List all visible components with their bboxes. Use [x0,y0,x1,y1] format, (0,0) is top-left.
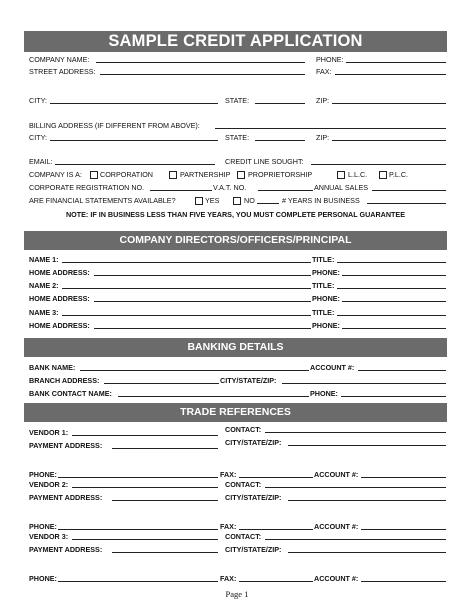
vendor1-city-state-zip-field[interactable] [288,445,446,446]
vendor1-account-field[interactable] [361,477,446,478]
bank-name-field[interactable] [80,370,309,371]
billing-state-label: STATE: [225,133,250,142]
vendor2-city-state-zip-label: CITY/STATE/ZIP: [225,493,282,502]
state-field[interactable] [255,103,305,104]
billing-address-field[interactable] [215,128,446,129]
vendor1-payment-label: PAYMENT ADDRESS: [29,441,103,450]
state-label: STATE: [225,96,250,105]
proprietorship-label: PROPRIETORSHIP [248,170,313,179]
vendor2-payment-label: PAYMENT ADDRESS: [29,493,103,502]
bank-city-state-zip-field[interactable] [282,383,446,384]
company-type-label: COMPANY IS A: [29,170,82,179]
vendor3-contact-label: CONTACT: [225,532,262,541]
phone-label: PHONE: [316,55,344,64]
vendor3-payment-field[interactable] [112,552,218,553]
vendor3-city-state-zip-label: CITY/STATE/ZIP: [225,545,282,554]
annual-sales-label: ANNUAL SALES [314,183,369,192]
vendor2-payment-field[interactable] [112,500,218,501]
company-name-label: COMPANY NAME: [29,55,90,64]
vendor1-contact-field[interactable] [265,432,446,433]
plc-label: P.L.C. [389,170,409,179]
vendor1-label: VENDOR 1: [29,428,69,437]
fax-label: FAX: [316,67,332,76]
home-address3-field[interactable] [94,328,311,329]
vendor2-contact-field[interactable] [265,487,446,488]
page-number: Page 1 [225,589,249,599]
name2-title-label: TITLE: [312,281,335,290]
branch-address-field[interactable] [104,383,219,384]
fax-field[interactable] [335,74,446,75]
vendor1-fax-field[interactable] [239,477,313,478]
branch-address-label: BRANCH ADDRESS: [29,376,100,385]
account-label: ACCOUNT #: [310,363,355,372]
name2-title-field[interactable] [337,288,446,289]
zip-label: ZIP: [316,96,330,105]
corporate-registration-field[interactable] [150,190,212,191]
credit-line-label: CREDIT LINE SOUGHT: [225,157,304,166]
partnership-label: PARTNERSHIP [180,170,231,179]
vendor3-payment-label: PAYMENT ADDRESS: [29,545,103,554]
guarantee-note: NOTE: IF IN BUSINESS LESS THAN FIVE YEARS, YOU MUST COMPLETE PERSONAL GUARANTEE [65,210,406,219]
llc-label: L.L.C. [348,170,368,179]
company-name-field[interactable] [96,62,305,63]
corporation-label: CORPORATION [100,170,153,179]
vendor3-phone-field[interactable] [58,581,218,582]
trade-heading: TRADE REFERENCES [24,403,447,422]
credit-line-field[interactable] [311,164,446,165]
vendor1-fax-label: FAX: [220,470,237,479]
financials-yes-checkbox[interactable] [195,197,203,205]
home-phone2-field[interactable] [342,301,446,302]
billing-zip-label: ZIP: [316,133,330,142]
vendor1-phone-label: PHONE: [29,470,57,479]
bank-contact-label: BANK CONTACT NAME: [29,389,112,398]
billing-city-field[interactable] [50,140,218,141]
email-label: EMAIL: [29,157,53,166]
account-field[interactable] [358,370,446,371]
city-field[interactable] [50,103,218,104]
vendor3-fax-field[interactable] [239,581,313,582]
vat-label: V.A.T. NO. [213,183,247,192]
bank-phone-label: PHONE: [310,389,338,398]
name3-title-label: TITLE: [312,308,335,317]
vendor2-label: VENDOR 2: [29,480,69,489]
home-address2-field[interactable] [94,301,311,302]
vendor1-contact-label: CONTACT: [225,425,262,434]
name3-label: NAME 3: [29,308,59,317]
bank-name-label: BANK NAME: [29,363,76,372]
street-address-field[interactable] [100,74,305,75]
home-phone3-field[interactable] [342,328,446,329]
vendor2-account-label: ACCOUNT #: [314,522,359,531]
street-address-label: STREET ADDRESS: [29,67,96,76]
years-in-business-field-2[interactable] [367,203,446,204]
vendor2-account-field[interactable] [361,529,446,530]
home-address1-field[interactable] [94,275,311,276]
billing-address-label: BILLING ADDRESS (IF DIFFERENT FROM ABOVE): [29,121,200,130]
zip-field[interactable] [332,103,446,104]
name3-field[interactable] [62,315,311,316]
home-phone1-field[interactable] [342,275,446,276]
email-field[interactable] [55,164,215,165]
home-phone1-label: PHONE: [312,268,340,277]
vendor1-account-label: ACCOUNT #: [314,470,359,479]
proprietorship-checkbox[interactable] [237,171,245,179]
vat-field[interactable] [258,190,313,191]
vendor3-field[interactable] [72,539,218,540]
vendor1-city-state-zip-label: CITY/STATE/ZIP: [225,438,282,447]
name2-label: NAME 2: [29,281,59,290]
name1-title-field[interactable] [337,262,446,263]
vendor2-phone-label: PHONE: [29,522,57,531]
vendor1-field[interactable] [72,435,218,436]
partnership-checkbox[interactable] [169,171,177,179]
billing-zip-field[interactable] [332,140,446,141]
vendor2-city-state-zip-field[interactable] [288,500,446,501]
home-address1-label: HOME ADDRESS: [29,268,90,277]
city-label: CITY: [29,96,47,105]
name1-label: NAME 1: [29,255,59,264]
vendor3-account-field[interactable] [361,581,446,582]
llc-checkbox[interactable] [337,171,345,179]
financials-yes-label: YES [205,196,220,205]
banking-heading: BANKING DETAILS [24,338,447,357]
vendor2-contact-label: CONTACT: [225,480,262,489]
phone-field[interactable] [346,62,446,63]
form-title: SAMPLE CREDIT APPLICATION [24,31,447,52]
billing-city-label: CITY: [29,133,47,142]
home-address3-label: HOME ADDRESS: [29,321,90,330]
directors-heading: COMPANY DIRECTORS/OFFICERS/PRINCIPAL [24,231,447,250]
financials-no-label: NO [244,196,255,205]
vendor3-phone-label: PHONE: [29,574,57,583]
vendor3-account-label: ACCOUNT #: [314,574,359,583]
name1-title-label: TITLE: [312,255,335,264]
financial-statements-label: ARE FINANCIAL STATEMENTS AVAILABLE? [29,196,176,205]
home-address2-label: HOME ADDRESS: [29,294,90,303]
annual-sales-field[interactable] [372,190,446,191]
vendor3-city-state-zip-field[interactable] [288,552,446,553]
vendor3-label: VENDOR 3: [29,532,69,541]
financials-no-checkbox[interactable] [233,197,241,205]
name2-field[interactable] [62,288,311,289]
vendor2-fax-label: FAX: [220,522,237,531]
vendor2-fax-field[interactable] [239,529,313,530]
home-phone2-label: PHONE: [312,294,340,303]
vendor1-payment-field[interactable] [112,448,218,449]
home-phone3-label: PHONE: [312,321,340,330]
bank-city-state-zip-label: CITY/STATE/ZIP: [220,376,277,385]
vendor3-contact-field[interactable] [265,539,446,540]
billing-state-field[interactable] [255,140,305,141]
bank-contact-field[interactable] [118,396,309,397]
vendor2-phone-field[interactable] [58,529,218,530]
corporation-checkbox[interactable] [90,171,98,179]
vendor3-fax-label: FAX: [220,574,237,583]
bank-phone-field[interactable] [341,396,446,397]
name3-title-field[interactable] [337,315,446,316]
name1-field[interactable] [62,262,311,263]
corporate-registration-label: CORPORATE REGISTRATION NO. [29,183,145,192]
years-in-business-field[interactable] [257,203,279,204]
vendor1-phone-field[interactable] [58,477,218,478]
years-in-business-label: # YEARS IN BUSINESS [282,196,360,205]
vendor2-field[interactable] [72,487,218,488]
plc-checkbox[interactable] [379,171,387,179]
